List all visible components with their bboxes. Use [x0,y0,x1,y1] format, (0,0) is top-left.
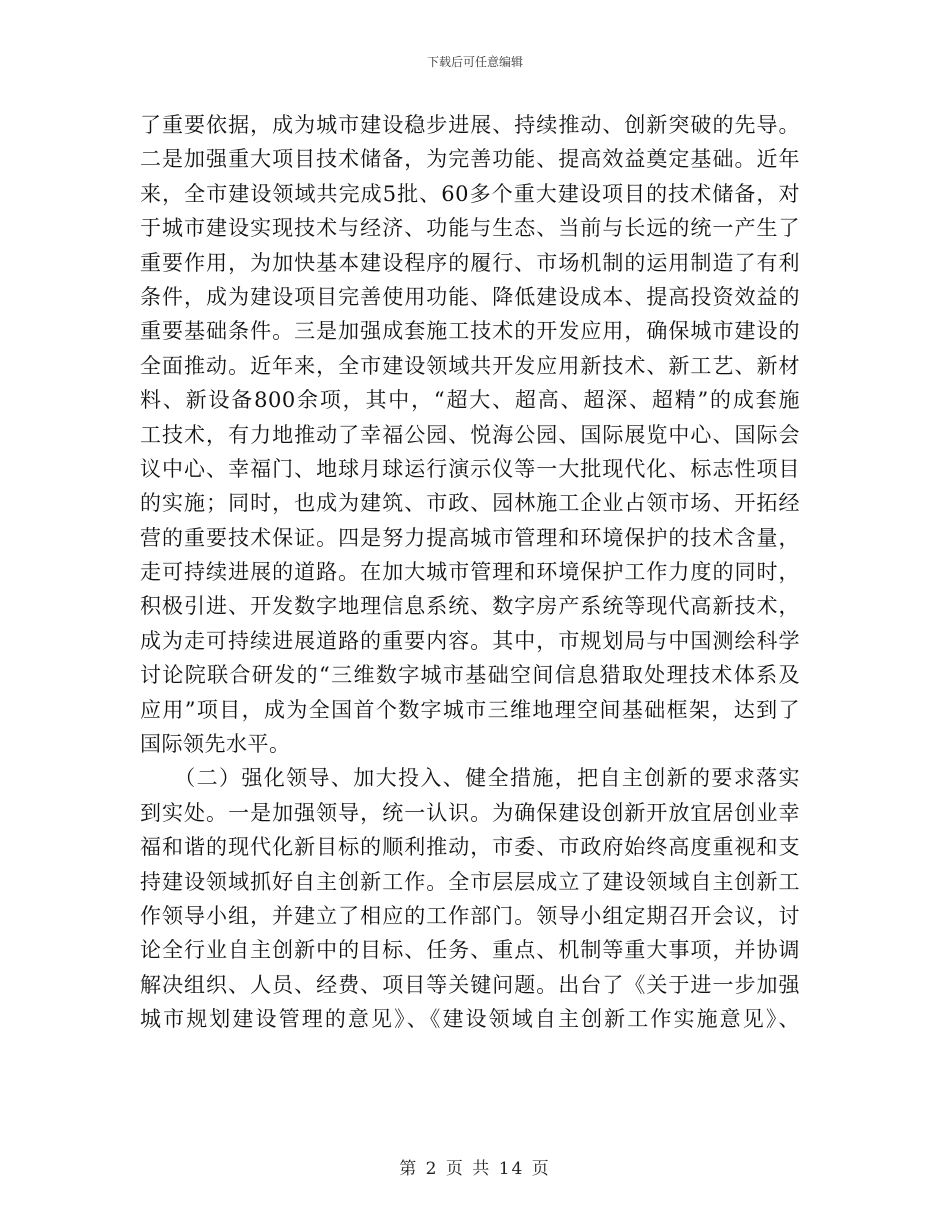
body-text [140,108,800,1037]
text-line: 福和谐的现代化新目标的顺利推动，市委、市政府始终高度重视和支 [140,835,800,860]
page-header: 下载后可任意编辑 [426,55,523,69]
page-footer: 第 2 页 共 14 页 [399,1159,551,1179]
text-line: 论全行业自主创新中的目标、任务、重点、机制等重大事项，并协调 [140,938,800,963]
text-line: 持建设领域抓好自主创新工作。全市层层成立了建设领域自主创新工 [140,869,800,894]
text-line: 积极引进、开发数字地理信息系统、数字房产系统等现代高新技术， [140,594,800,619]
text-line: 了重要依据，成为城市建设稳步进展、持续推动、创新突破的先导。 [140,113,800,137]
text-line: 工技术，有力地推动了幸福公园、悦海公园、国际展览中心、国际会 [140,422,800,447]
text-line: 二是加强重大项目技术储备，为完善功能、提高效益奠定基础。近年 [140,147,800,172]
text-line: 讨论院联合研发的“三维数字城市基础空间信息猎取处理技术体系及 [140,663,800,688]
text-line: 条件，成为建设项目完善使用功能、降低建设成本、提高投资效益的 [140,284,800,309]
text-line: 城市规划建设管理的意见》、《建设领域自主创新工作实施意见》、 [140,1007,800,1032]
text-line: 重要作用，为加快基本建设程序的履行、市场机制的运用制造了有利 [140,250,800,275]
text-line: （二）强化领导、加大投入、健全措施，把自主创新的要求落实 [140,766,800,791]
text-line: 解决组织、人员、经费、项目等关键问题。出台了《关于进一步加强 [140,972,800,997]
text-line: 来，全市建设领域共完成5批、60多个重大建设项目的技术储备，对 [140,181,800,206]
text-line: 重要基础条件。三是加强成套施工技术的开发应用，确保城市建设的 [140,319,800,344]
text-line: 走可持续进展的道路。在加大城市管理和环境保护工作力度的同时， [140,560,800,585]
text-line: 作领导小组，并建立了相应的工作部门。领导小组定期召开会议，讨 [140,903,800,928]
text-line: 议中心、幸福门、地球月球运行演示仪等一大批现代化、标志性项目 [140,456,800,481]
text-line: 到实处。一是加强领导，统一认识。为确保建设创新开放宜居创业幸 [140,800,800,825]
text-line: 应用”项目，成为全国首个数字城市三维地理空间基础框架，达到了 [140,697,800,722]
text-line: 料、新设备800余项，其中，“超大、超高、超深、超精”的成套施 [140,388,800,413]
text-line: 成为走可持续进展道路的重要内容。其中，市规划局与中国测绘科学 [140,628,800,653]
text-line: 国际领先水平。 [140,732,291,757]
text-line: 于城市建设实现技术与经济、功能与生态、当前与长远的统一产生了 [140,216,800,241]
text-line: 全面推动。近年来，全市建设领域共开发应用新技术、新工艺、新材 [140,353,800,378]
text-line: 的实施；同时，也成为建筑、市政、园林施工企业占领市场、开拓经 [140,491,800,516]
text-line: 营的重要技术保证。四是努力提高城市管理和环境保护的技术含量， [140,525,800,550]
